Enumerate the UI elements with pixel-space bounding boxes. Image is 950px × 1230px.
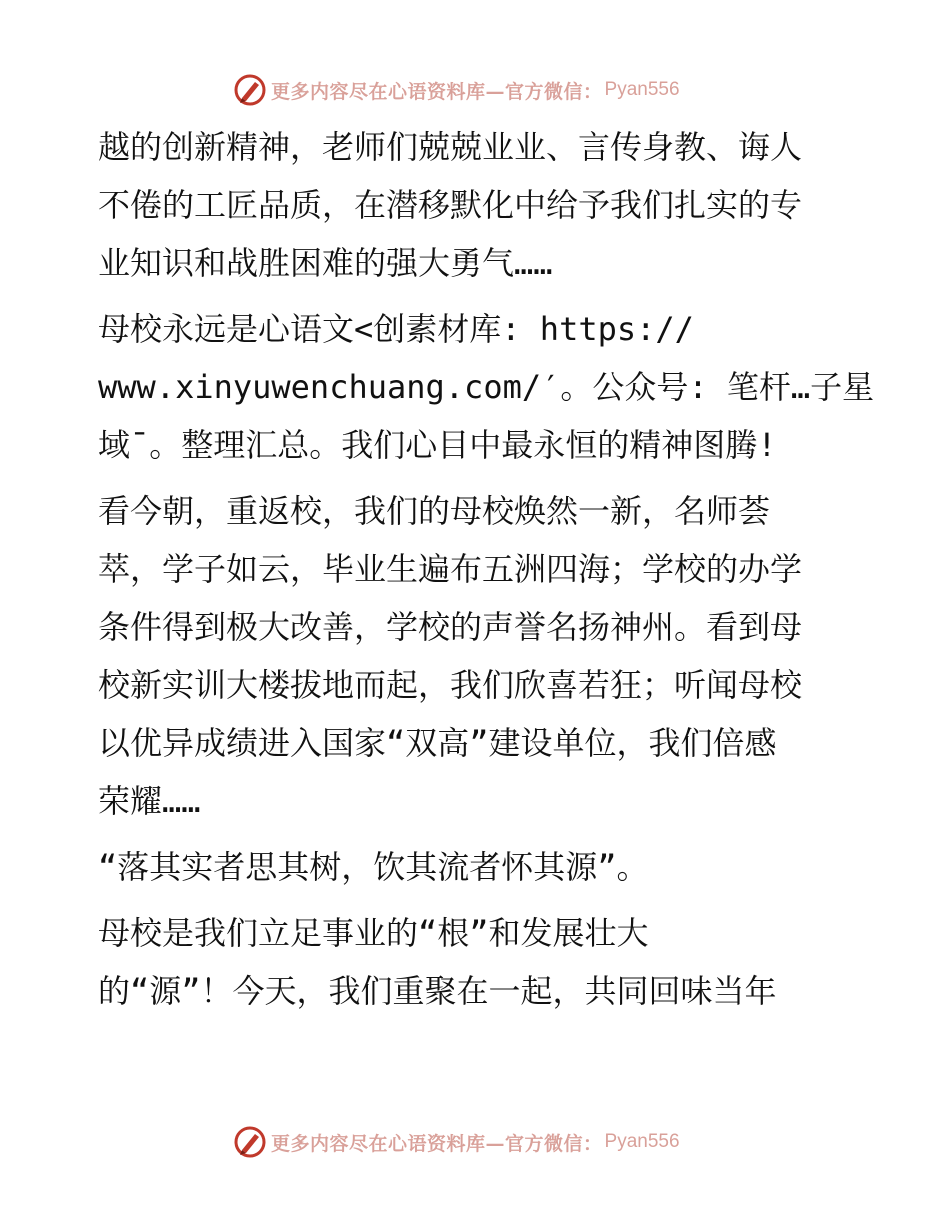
banner-text: 更多内容尽在心语资料库—官方微信： [271,80,603,103]
text-line: 越的创新精神，老师们兢兢业业、言传身教、诲人 [98,128,803,166]
text-line: 母校是我们立足事业的“根”和发展壮大 [98,914,649,952]
text-line: 母校永远是心语文<创素材库: https:// [98,310,694,348]
banner-text: 更多内容尽在心语资料库—官方微信： [271,1132,603,1155]
wechat-id: Pyan556 [604,1131,680,1152]
text-line: 的“源”！今天，我们重聚在一起，共同回味当年 [98,972,777,1010]
text-line: www.xinyuwenchuang.com/′。公众号: 笔杆…子星 [98,368,875,406]
paragraph [98,904,858,1020]
paragraph [98,838,858,896]
text-line: 萃，学子如云，毕业生遍布五洲四海；学校的办学 [98,550,803,588]
pen-logo-icon [233,1125,267,1159]
text-line: 条件得到极大改善，学校的声誉名扬神州。看到母 [98,608,803,646]
paragraph [98,482,858,830]
header-banner [233,72,680,108]
wechat-id: Pyan556 [604,79,680,100]
text-line: 看今朝，重返校，我们的母校焕然一新，名师荟 [98,492,771,530]
paragraph [98,300,875,474]
text-line: 业知识和战胜困难的强大勇气…… [98,244,553,282]
text-line: 以优异成绩进入国家“双高”建设单位，我们倍感 [98,724,777,762]
text-line: 荣耀…… [98,782,201,820]
footer-banner [233,1124,680,1160]
pen-logo-icon [233,73,267,107]
text-line: 不倦的工匠品质，在潜移默化中给予我们扎实的专 [98,186,803,224]
text-line: 域¯。整理汇总。我们心目中最永恒的精神图腾! [98,426,777,464]
document-body [98,118,875,1020]
paragraph [98,118,858,292]
text-line: “落其实者思其树，饮其流者怀其源”。 [98,848,649,886]
text-line: 校新实训大楼拔地而起，我们欣喜若狂；听闻母校 [98,666,803,704]
